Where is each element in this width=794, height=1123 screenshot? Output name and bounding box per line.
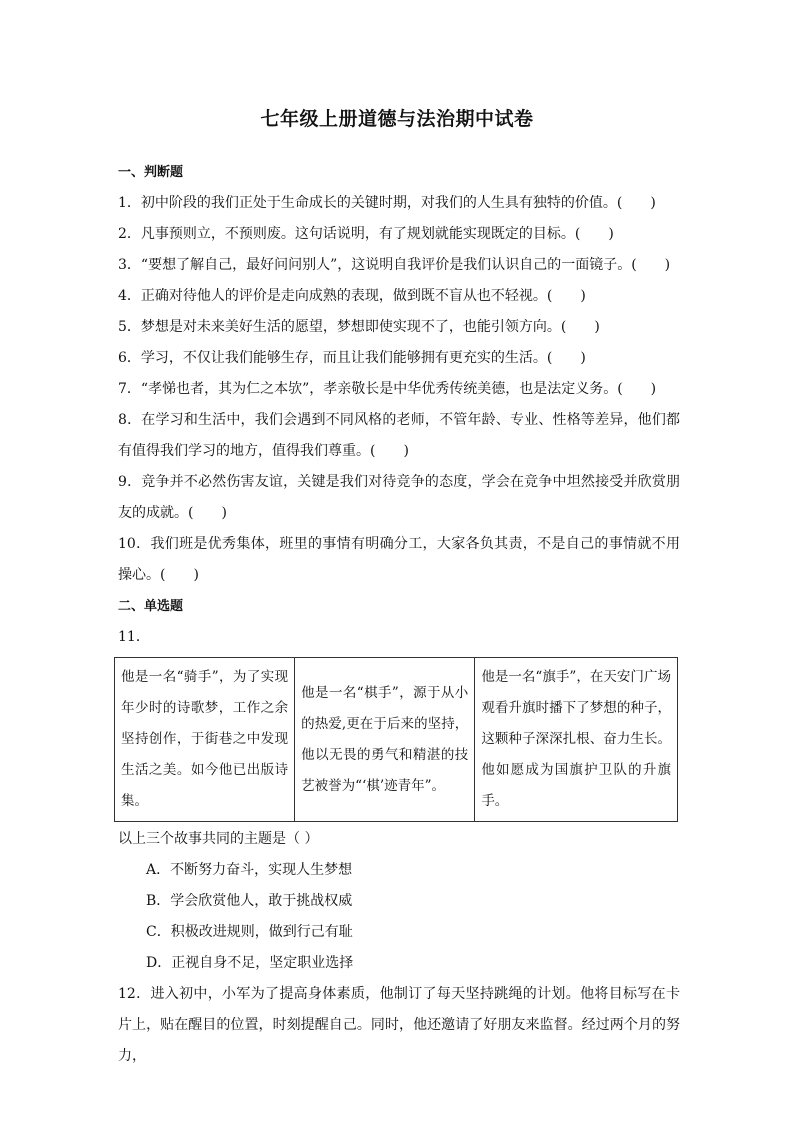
judgment-item: 7．“孝悌也者，其为仁之本欤”，孝亲敬长是中华优秀传统美德，也是法定义务。( ) xyxy=(118,381,657,397)
section-heading-judgment: 一、判断题 xyxy=(118,165,184,180)
option-a: A．不断努力奋斗，实现人生梦想 xyxy=(146,862,353,878)
question-stem: 以上三个故事共同的主题是（ ） xyxy=(118,831,319,847)
judgment-item: 9．竞争并不必然伤害友谊，关键是我们对待竞争的态度，学会在竞争中坦然接受并欣赏朋友的成就。( ) xyxy=(118,474,680,521)
page-title: 七年级上册道德与法治期中试卷 xyxy=(260,108,534,130)
judgment-item: 3．“要想了解自己，最好问问别人”，这说明自我评价是我们认识自己的一面镜子。( ) xyxy=(118,257,671,273)
judgment-item: 1．初中阶段的我们正处于生命成长的关键时期，对我们的人生具有独特的价值。( ) xyxy=(118,195,656,211)
table-row xyxy=(115,658,678,822)
story-cell-chess: 他是一名“棋手”，源于从小的热爱,更在于后来的坚持，他以无畏的勇气和精湛的技艺被誉为“‘棋’迹青年”。 xyxy=(295,658,475,822)
judgment-item: 8．在学习和生活中，我们会遇到不同风格的老师，不管年龄、专业、性格等差异，他们都有值得我们学习的地方，值得我们尊重。( ) xyxy=(118,412,680,459)
exam-content xyxy=(118,157,680,1072)
question-12: 12．进入初中，小军为了提高身体素质，他制订了每天坚持跳绳的计划。他将目标写在卡片上，贴在醒目的位置，时刻提醒自己。同时，他还邀请了好朋友来监督。经过两个月的努力， xyxy=(118,986,680,1064)
option-c: C．积极改进规则，做到行己有耻 xyxy=(146,924,353,940)
story-cell-flag: 他是一名“旗手”，在天安门广场观看升旗时播下了梦想的种子，这颗种子深深扎根、奋力生长。他如愿成为国旗护卫队的升旗手。 xyxy=(475,658,678,822)
option-b: B．学会欣赏他人，敢于挑战权威 xyxy=(146,893,353,909)
option-d: D．正视自身不足，坚定职业选择 xyxy=(146,955,354,971)
stories-table xyxy=(114,657,678,822)
section-heading-single-choice: 二、单选题 xyxy=(118,599,184,614)
judgment-item: 2．凡事预则立，不预则废。这句话说明，有了规划就能实现既定的目标。( ) xyxy=(118,226,614,242)
question-number: 11． xyxy=(118,629,150,645)
judgment-item: 6．学习，不仅让我们能够生存，而且让我们能够拥有更充实的生活。( ) xyxy=(118,350,586,366)
judgment-item: 5．梦想是对未来美好生活的愿望，梦想即使实现不了，也能引领方向。( ) xyxy=(118,319,600,335)
story-cell-rider: 他是一名“骑手”，为了实现年少时的诗歌梦，工作之余坚持创作，于街巷之中发现生活之美。如今他已出版诗集。 xyxy=(115,658,295,822)
judgment-item: 4．正确对待他人的评价是走向成熟的表现，做到既不盲从也不轻视。( ) xyxy=(118,288,586,304)
judgment-item: 10．我们班是优秀集体，班里的事情有明确分工，大家各负其责，不是自己的事情就不用操心。( ) xyxy=(118,536,680,583)
